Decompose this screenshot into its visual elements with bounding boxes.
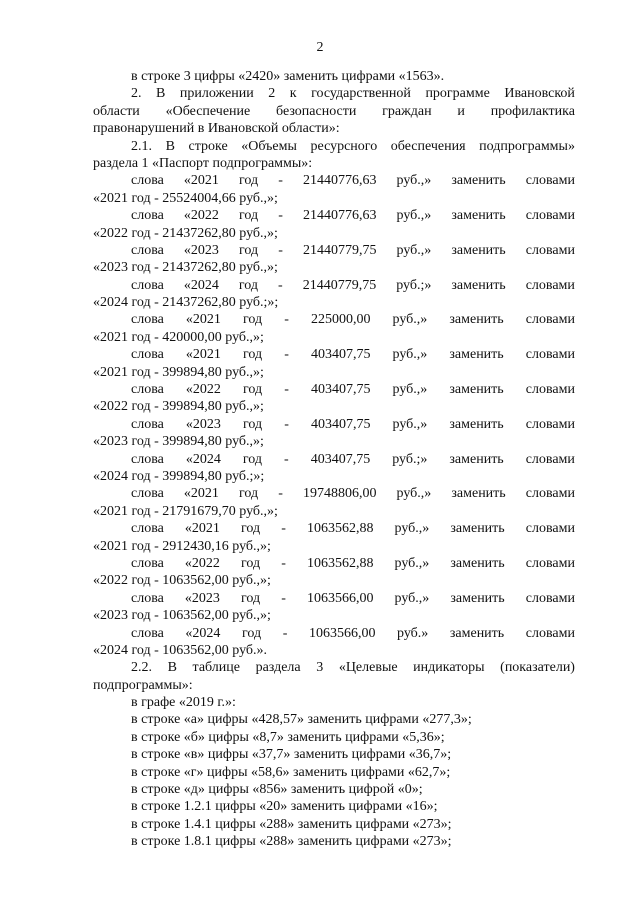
paragraph-line: в графе «2019 г.»: [131, 695, 236, 711]
replacement-line: слова «2024 год - 403407,75 руб.;» заменить словами [131, 451, 575, 467]
row-change-line: в строке «в» цифры «37,7» заменить цифрами «36,7»; [131, 747, 452, 763]
replacement-line: слова «2021 год - 403407,75 руб.,» заменить словами [131, 347, 575, 363]
paragraph-line: в строке 3 цифры «2420» заменить цифрами «1563». [131, 69, 445, 84]
paragraph-line: области «Обеспечение безопасности граждан и профилактика [93, 103, 575, 119]
replacement-text: «2022 год - 21437262,80 руб.,»; [93, 225, 278, 241]
row-change-line: в строке «б» цифры «8,7» заменить цифрами «5,36»; [131, 729, 445, 745]
page-number: 2 [316, 40, 324, 55]
replacement-line: слова «2022 год - 21440776,63 руб.,» заменить словами [131, 208, 575, 224]
replacement-line: слова «2023 год - 21440779,75 руб.,» заменить словами [131, 242, 575, 258]
replacement-text: «2024 год - 21437262,80 руб.;»; [93, 295, 279, 311]
replacement-text: «2023 год - 21437262,80 руб.,»; [93, 260, 278, 276]
replacement-text: «2023 год - 399894,80 руб.,»; [93, 434, 264, 450]
replacement-line: слова «2024 год - 1063566,00 руб.» заменить словами [131, 625, 575, 641]
replacement-text: «2024 год - 399894,80 руб.;»; [93, 468, 265, 484]
replacement-text: «2021 год - 21791679,70 руб.,»; [93, 503, 278, 519]
paragraph-line: подпрограммы»: [93, 677, 193, 693]
row-change-line: в строке «а» цифры «428,57» заменить цифрами «277,3»; [131, 712, 472, 728]
paragraph-line: раздела 1 «Паспорт подпрограммы»: [93, 155, 313, 171]
replacement-text: «2022 год - 1063562,00 руб.,»; [93, 573, 271, 589]
row-change-line: в строке «д» цифры «856» заменить цифрой «0»; [131, 782, 423, 798]
replacement-text: «2022 год - 399894,80 руб.,»; [93, 399, 264, 415]
replacement-line: слова «2021 год - 19748806,00 руб.,» заменить словами [131, 486, 575, 502]
replacement-line: слова «2022 год - 403407,75 руб.,» заменить словами [131, 382, 575, 398]
replacement-line: слова «2021 год - 21440776,63 руб.,» заменить словами [131, 173, 575, 189]
replacement-line: слова «2021 год - 225000,00 руб.,» заменить словами [131, 312, 575, 328]
replacement-line: слова «2021 год - 1063562,88 руб.,» заменить словами [131, 521, 575, 537]
replacement-text: «2021 год - 2912430,16 руб.,»; [93, 538, 271, 554]
paragraph-line: правонарушений в Ивановской области»: [93, 121, 340, 137]
row-change-line: в строке «г» цифры «58,6» заменить цифрами «62,7»; [131, 764, 451, 780]
paragraph-line: 2.1. В строке «Объемы ресурсного обеспечения подпрограммы» [131, 138, 575, 154]
replacement-line: слова «2022 год - 1063562,88 руб.,» заменить словами [131, 555, 575, 571]
document-body [93, 68, 575, 851]
replacement-text: «2024 год - 1063562,00 руб.». [93, 642, 268, 658]
replacement-line: слова «2024 год - 21440779,75 руб.;» заменить словами [131, 277, 575, 293]
row-change-line: в строке 1.2.1 цифры «20» заменить цифрами «16»; [131, 799, 438, 815]
replacement-text: «2021 год - 25524004,66 руб.,»; [93, 190, 278, 206]
paragraph-line: 2. В приложении 2 к государственной программе Ивановской [131, 86, 575, 102]
replacement-text: «2023 год - 1063562,00 руб.,»; [93, 608, 271, 624]
replacement-line: слова «2023 год - 1063566,00 руб.,» заменить словами [131, 590, 575, 606]
row-change-line: в строке 1.8.1 цифры «288» заменить цифрами «273»; [131, 834, 452, 850]
replacement-text: «2021 год - 420000,00 руб.,»; [93, 329, 264, 345]
replacement-text: «2021 год - 399894,80 руб.,»; [93, 364, 264, 380]
row-change-line: в строке 1.4.1 цифры «288» заменить цифрами «273»; [131, 816, 452, 832]
replacement-list [93, 172, 575, 659]
replacement-line: слова «2023 год - 403407,75 руб.,» заменить словами [131, 416, 575, 432]
row-change-list [93, 711, 575, 850]
paragraph-line: 2.2. В таблице раздела 3 «Целевые индикаторы (показатели) [131, 660, 575, 676]
